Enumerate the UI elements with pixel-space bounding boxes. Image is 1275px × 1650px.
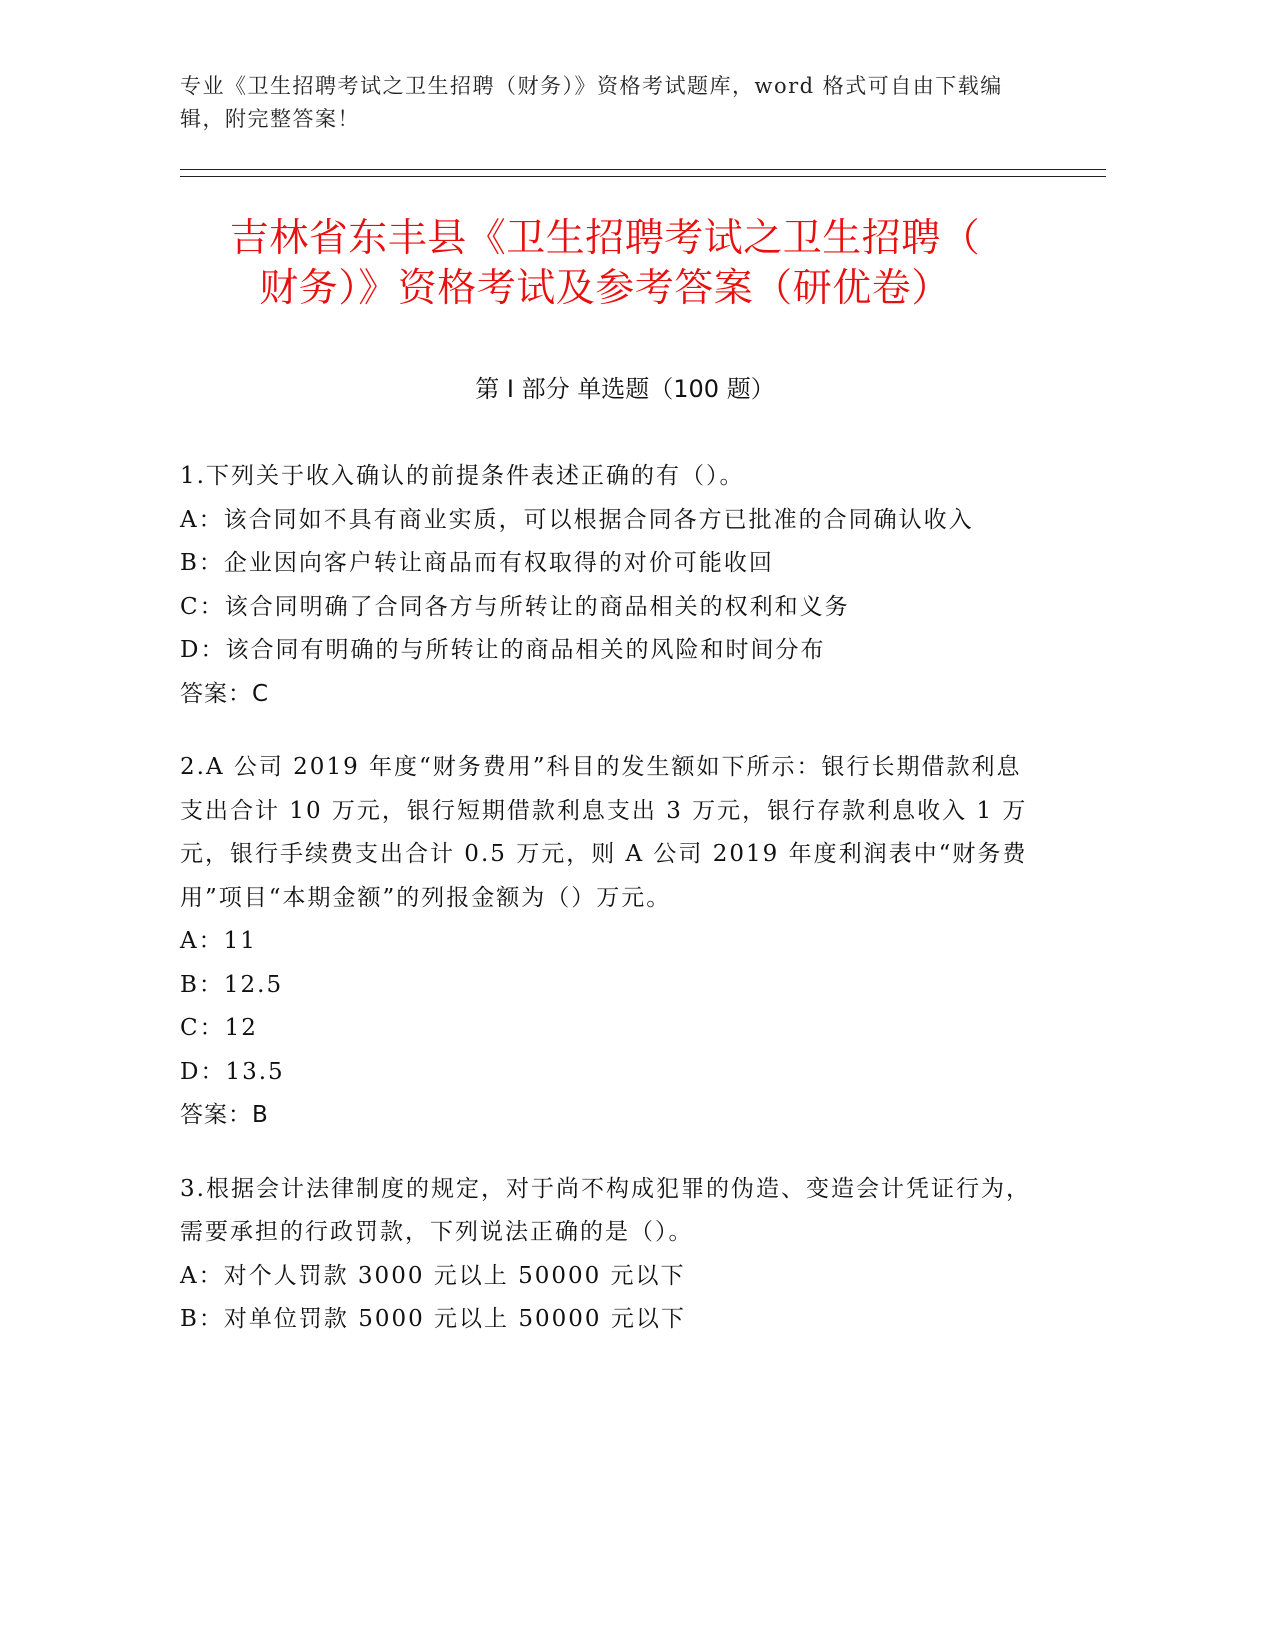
- option-b: B：对单位罚款 5000 元以上 50000 元以下: [180, 1306, 686, 1332]
- header-rule-bottom: [180, 176, 1106, 177]
- document-title-line-1: 吉林省东丰县《卫生招聘考试之卫生招聘（: [229, 216, 981, 261]
- option-b: B：12.5: [180, 971, 284, 998]
- question-3: [180, 1168, 1040, 1342]
- option-d: D：13.5: [180, 1058, 285, 1085]
- question-stem: 3.根据会计法律制度的规定，对于尚不构成犯罪的伪造、变造会计凭证行为，需要承担的行政罚款，下列说法正确的是（）。: [180, 1175, 1031, 1245]
- option-b: B：企业因向客户转让商品而有权取得的对价可能收回: [180, 550, 774, 576]
- question-list: [180, 455, 1040, 1372]
- option-d: D：该合同有明确的与所转让的商品相关的风险和时间分布: [180, 637, 826, 663]
- question-stem: 1.下列关于收入确认的前提条件表述正确的有（）。: [180, 463, 745, 489]
- section-title: 第 I 部分 单选题（100 题）: [475, 375, 775, 403]
- document-title-line-2: 财务）》资格考试及参考答案（研优卷）: [259, 266, 951, 311]
- question-1: [180, 455, 1040, 716]
- answer: 答案：B: [180, 1102, 269, 1128]
- header-rule-top: [180, 169, 1106, 170]
- option-a: A：该合同如不具有商业实质，可以根据合同各方已批准的合同确认收入: [180, 506, 974, 533]
- option-a: A：11: [180, 928, 257, 954]
- option-c: C：该合同明确了合同各方与所转让的商品相关的权利和义务: [180, 593, 850, 620]
- option-a: A：对个人罚款 3000 元以上 50000 元以下: [180, 1262, 686, 1289]
- question-2: [180, 746, 1040, 1138]
- option-c: C：12: [180, 1015, 258, 1041]
- document-title: [160, 214, 1050, 314]
- question-stem: 2.A 公司 2019 年度“财务费用”科目的发生额如下所示：银行长期借款利息支出合计 10 万元，银行短期借款利息支出 3 万元，银行存款利息收入 1 万元，银行手续费支出合计 0.5 万元，则 A 公司 2019 年度利润表中“财务费用”项目“本期金额”的列报金额为（）万元。: [180, 754, 1028, 911]
- answer: 答案：C: [180, 680, 270, 707]
- header-note: 专业《卫生招聘考试之卫生招聘（财务）》资格考试题库，word 格式可自由下载编辑，附完整答案！: [180, 74, 1003, 131]
